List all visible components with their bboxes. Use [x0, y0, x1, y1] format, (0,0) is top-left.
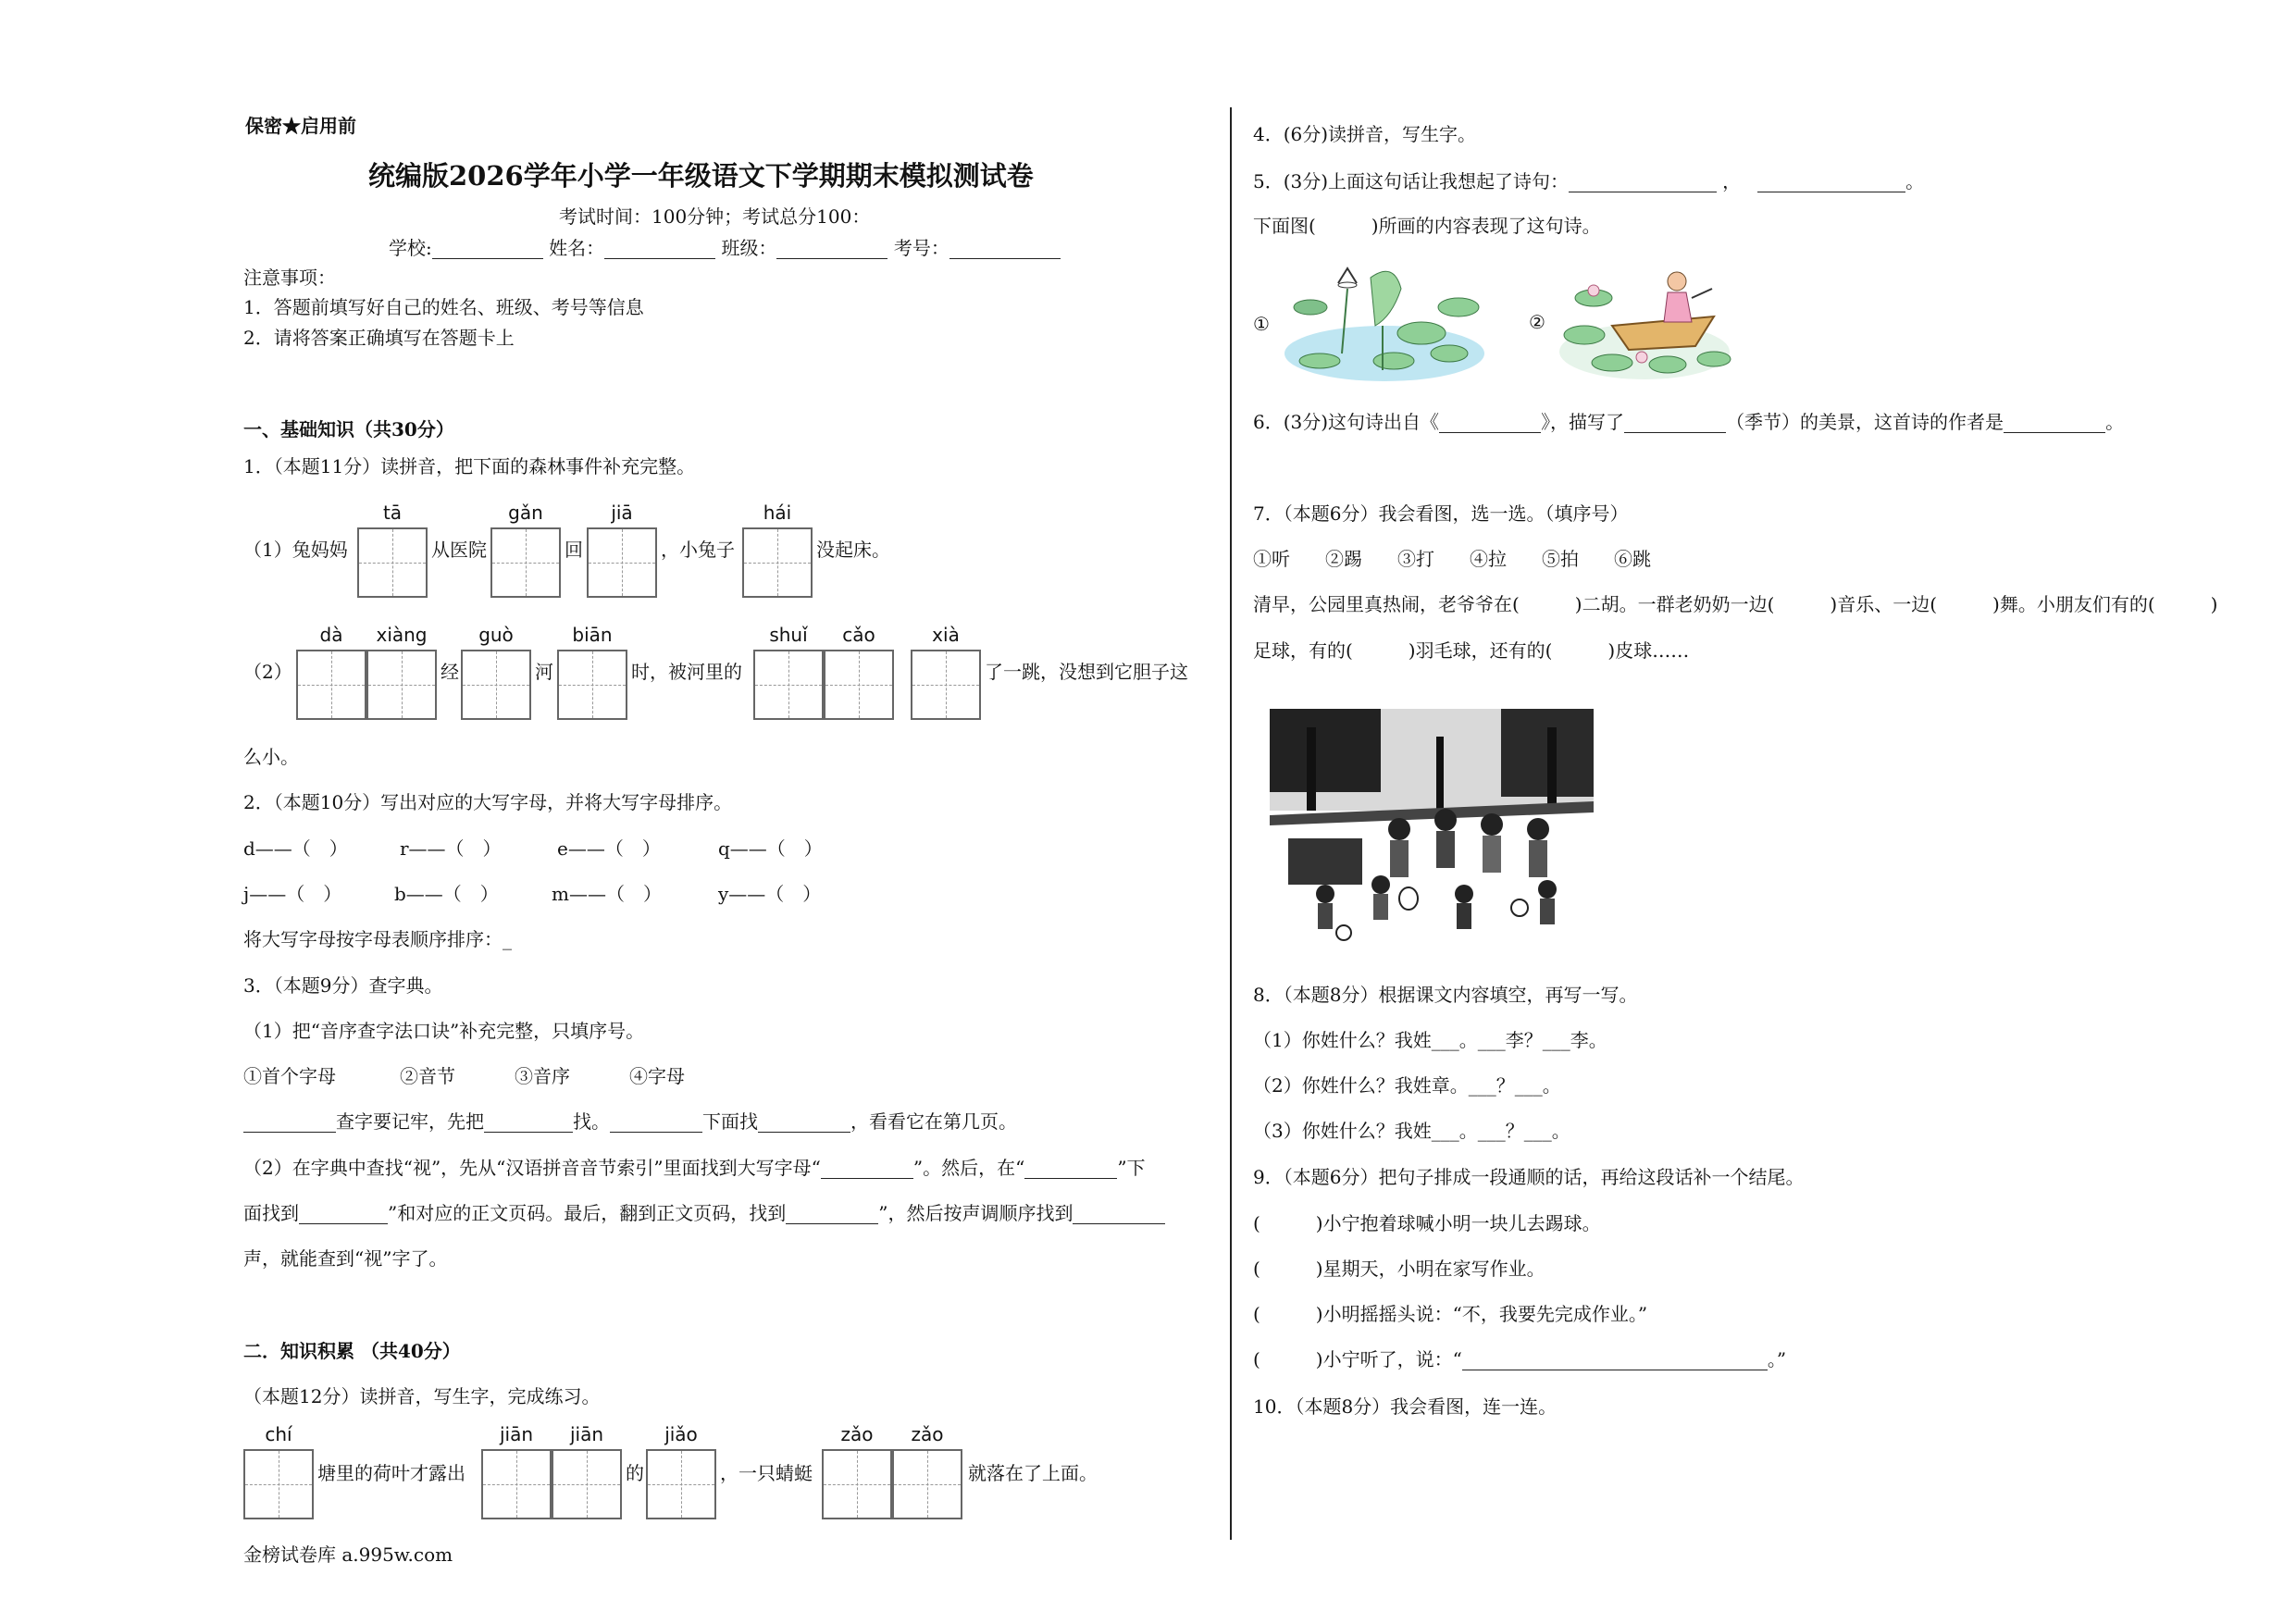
- pinyin-zao: zǎo: [840, 1423, 874, 1445]
- section-1-heading: 一、基础知识（共30分）: [243, 418, 454, 440]
- q8-item-3: （3）你姓什么？我姓___。___？___。: [1253, 1120, 1570, 1142]
- q3-sub1: （1）把“音序查字法口诀”补充完整，只填序号。: [243, 1020, 645, 1042]
- char-box[interactable]: [892, 1449, 962, 1519]
- q6-line: [1253, 411, 2124, 433]
- pinyin-hai: hái: [763, 502, 792, 524]
- pinyin-jian: jiān: [499, 1423, 534, 1445]
- q3-fill-text: 找。: [573, 1110, 610, 1133]
- answer-blank[interactable]: [1024, 1161, 1117, 1179]
- char-box[interactable]: [646, 1449, 716, 1519]
- pic1-label: ①: [1253, 313, 1270, 335]
- q9-stem: 9．（本题6分）把句子排成一段通顺的话，再给这段话补一个结尾。: [1253, 1166, 1805, 1188]
- q5-picture-question: 下面图( )所画的内容表现了这句诗。: [1253, 215, 1601, 237]
- q2-stem: 2．（本题10分）写出对应的大写字母，并将大写字母排序。: [243, 791, 733, 813]
- char-box[interactable]: [357, 527, 428, 598]
- section-2-heading: 二．知识积累 （共40分）: [243, 1340, 461, 1362]
- q5-text: 5．(3分)上面这句话让我想起了诗句：: [1253, 170, 1570, 192]
- char-box[interactable]: [822, 1449, 892, 1519]
- q6-text: 》，描写了: [1541, 411, 1625, 433]
- q1-line2-prefix: （2）: [243, 661, 292, 683]
- char-box[interactable]: [461, 650, 531, 720]
- q3-option: ③音序: [515, 1065, 570, 1087]
- pinyin-cao: cǎo: [842, 624, 875, 646]
- q7-passage-line2: 足球，有的( )羽毛球，还有的( )皮球……: [1253, 639, 1690, 662]
- q6-text: 6．(3分)这句诗出自《: [1253, 411, 1440, 433]
- char-box[interactable]: [911, 650, 981, 720]
- footer-watermark: 金榜试卷库 a.995w.com: [243, 1543, 453, 1566]
- pinyin-guo: guò: [478, 624, 514, 646]
- number-blank[interactable]: [949, 242, 1061, 259]
- q1-line2-cont: 么小。: [243, 746, 299, 768]
- pinyin-shui: shuǐ: [769, 624, 808, 646]
- char-box[interactable]: [824, 650, 894, 720]
- name-label: 姓名：: [549, 237, 605, 259]
- q9-text: 。”: [1767, 1348, 1787, 1370]
- pinyin-gan: gǎn: [508, 502, 543, 524]
- q7-option: ④拉: [1470, 548, 1507, 570]
- q5-end: 。: [1905, 170, 1925, 192]
- pinyin-jia: jiā: [611, 502, 633, 524]
- school-label: 学校:: [389, 237, 432, 259]
- q3-sub2-line2: [243, 1202, 1165, 1224]
- q3-option: ①首个字母: [243, 1065, 336, 1087]
- section-2-text-2: 的: [626, 1462, 644, 1484]
- answer-blank[interactable]: [1439, 415, 1541, 433]
- pinyin-jiao: jiǎo: [664, 1423, 698, 1445]
- char-box[interactable]: [296, 650, 366, 720]
- section-2-text-4: 就落在了上面。: [968, 1462, 1098, 1484]
- q7-passage-line1: 清早，公园里真热闹，老爷爷在( )二胡。一群老奶奶一边( )音乐、一边( )舞。小朋友们有的( ): [1253, 593, 2218, 615]
- q1-line2-text-d: 了一跳，没想到它胆子这: [985, 661, 1188, 683]
- notice-item-1: 1．答题前填写好自己的姓名、班级、考号等信息: [243, 296, 644, 318]
- q2-item: m——（ ）: [552, 883, 662, 905]
- q3-fill-text: 下面找: [702, 1110, 758, 1133]
- char-box[interactable]: [490, 527, 561, 598]
- q3-sub2-text: ”下: [1117, 1157, 1146, 1179]
- q7-stem: 7．（本题6分）我会看图，选一选。（填序号）: [1253, 502, 1629, 525]
- answer-blank[interactable]: [758, 1115, 850, 1133]
- name-blank[interactable]: [604, 242, 715, 259]
- answer-blank[interactable]: [1624, 415, 1726, 433]
- q7-option: ①听: [1253, 548, 1290, 570]
- answer-blank[interactable]: [2004, 415, 2105, 433]
- q5-separator: ，: [1722, 170, 1742, 192]
- notice-heading: 注意事项：: [243, 267, 336, 289]
- q8-item-1: （1）你姓什么？我姓___。___李？___李。: [1253, 1029, 1607, 1051]
- q5-line: [1253, 170, 1924, 192]
- q1-line1-text-d: 没起床。: [816, 539, 890, 561]
- q2-item: e——（ ）: [557, 837, 661, 860]
- q7-option: ②踢: [1325, 548, 1362, 570]
- q3-sub2-text: 面找到: [243, 1202, 299, 1224]
- q3-sub2-line1: [243, 1157, 1146, 1179]
- q1-line1-text-c: ，小兔子: [661, 539, 735, 561]
- pinyin-da: dà: [319, 624, 343, 646]
- q3-sub2-text: ”。然后，在“: [912, 1157, 1025, 1179]
- answer-blank[interactable]: [243, 1115, 336, 1133]
- q2-item: j——（ ）: [243, 883, 342, 905]
- q6-end: 。: [2105, 411, 2125, 433]
- q3-option: ②音节: [400, 1065, 455, 1087]
- class-label: 班级：: [721, 237, 777, 259]
- q9-sentence-2: ( )星期天，小明在家写作业。: [1253, 1258, 1545, 1280]
- char-box[interactable]: [557, 650, 627, 720]
- pinyin-zao: zǎo: [911, 1423, 944, 1445]
- char-box[interactable]: [243, 1449, 314, 1519]
- q7-option: ⑤拍: [1542, 548, 1579, 570]
- q3-stem: 3．（本题9分）查字典。: [243, 974, 443, 997]
- q1-line1-text-b: 回: [565, 539, 583, 561]
- q9-sentence-3: ( )小明摇摇头说：“不，我要先完成作业。”: [1253, 1303, 1648, 1325]
- column-divider: [1230, 107, 1232, 1540]
- pinyin-chi: chí: [265, 1423, 292, 1445]
- q3-sub2-text: （2）在字典中查找“视”，先从“汉语拼音音节索引”里面找到大写字母“: [243, 1157, 821, 1179]
- answer-blank[interactable]: [1757, 175, 1905, 192]
- q9-sentence-1: ( )小宁抱着球喊小明一块儿去踢球。: [1253, 1212, 1601, 1234]
- q3-sub2-line3: 声，就能查到“视”字了。: [243, 1247, 448, 1270]
- q1-line2-text-a: 经: [441, 661, 459, 683]
- answer-blank[interactable]: [484, 1115, 573, 1133]
- q6-text: （季节）的美景，这首诗的作者是: [1726, 411, 2004, 433]
- pinyin-bian: biān: [572, 624, 613, 646]
- q2-item: y——（ ）: [718, 883, 822, 905]
- answer-blank[interactable]: [786, 1207, 878, 1224]
- q3-fill-text: 查字要记牢，先把: [336, 1110, 484, 1133]
- q2-item: b——（ ）: [394, 883, 499, 905]
- girl-boat-picture: [1557, 261, 1732, 383]
- number-label: 考号：: [893, 237, 949, 259]
- char-box[interactable]: [753, 650, 824, 720]
- q3-fill-text: ，看看它在第几页。: [850, 1110, 1017, 1133]
- q2-item: q——（ ）: [718, 837, 823, 860]
- q9-text: ( )小宁听了，说：“: [1253, 1348, 1462, 1370]
- pinyin-jian: jiān: [569, 1423, 604, 1445]
- q2-item: r——（ ）: [400, 837, 502, 860]
- answer-blank[interactable]: [1462, 1353, 1768, 1370]
- pinyin-ta: tā: [382, 502, 403, 524]
- q3-fill-line: [243, 1110, 1017, 1133]
- student-info-row: [389, 237, 1061, 259]
- exam-info: 考试时间：100分钟；考试总分100：: [559, 205, 871, 228]
- q10-stem: 10．（本题8分）我会看图，连一连。: [1253, 1395, 1558, 1418]
- q4-stem: 4．(6分)读拼音，写生字。: [1253, 123, 1477, 145]
- secret-label: 保密★启用前: [245, 115, 356, 137]
- char-box[interactable]: [587, 527, 657, 598]
- page-title: 统编版2026学年小学一年级语文下学期期末模拟测试卷: [368, 160, 1034, 192]
- school-blank[interactable]: [432, 242, 543, 259]
- q7-option: ③打: [1397, 548, 1434, 570]
- q3-option: ④字母: [629, 1065, 685, 1087]
- pic2-label: ②: [1529, 311, 1545, 333]
- char-box[interactable]: [481, 1449, 552, 1519]
- q9-sentence-4: [1253, 1348, 1786, 1370]
- section-2-stem: （本题12分）读拼音，写生字，完成练习。: [243, 1385, 601, 1407]
- answer-blank[interactable]: [821, 1161, 913, 1179]
- answer-blank[interactable]: [1073, 1207, 1165, 1224]
- pinyin-xiang: xiàng: [376, 624, 428, 646]
- lotus-pond-picture: [1283, 261, 1486, 383]
- answer-blank[interactable]: [610, 1115, 702, 1133]
- notice-item-2: 2．请将答案正确填写在答题卡上: [243, 327, 515, 349]
- q8-stem: 8．（本题8分）根据课文内容填空，再写一写。: [1253, 984, 1638, 1006]
- q1-line1-text-a: 从医院: [431, 539, 487, 561]
- q2-sort: 将大写字母按字母表顺序排序：_: [243, 928, 512, 950]
- q8-item-2: （2）你姓什么？我姓章。___？___。: [1253, 1074, 1561, 1097]
- q1-stem: 1．（本题11分）读拼音，把下面的森林事件补充完整。: [243, 455, 696, 477]
- answer-blank[interactable]: [299, 1207, 388, 1224]
- q3-sub2-text: ”和对应的正文页码。最后，翻到正文页码，找到: [388, 1202, 787, 1224]
- park-scene-picture: [1270, 709, 1594, 948]
- char-box[interactable]: [742, 527, 813, 598]
- q7-option: ⑥跳: [1614, 548, 1651, 570]
- section-2-text-1: 塘里的荷叶才露出: [317, 1462, 465, 1484]
- char-box[interactable]: [552, 1449, 622, 1519]
- char-box[interactable]: [366, 650, 437, 720]
- answer-blank[interactable]: [1569, 175, 1717, 192]
- pinyin-xia: xià: [932, 624, 960, 646]
- q1-line2-text-c: 时，被河里的: [631, 661, 742, 683]
- section-2-text-3: ，一只蜻蜓: [720, 1462, 813, 1484]
- q2-item: d——（ ）: [243, 837, 348, 860]
- q1-line1-prefix: （1）兔妈妈: [243, 539, 348, 561]
- q1-line2-text-b: 河: [535, 661, 553, 683]
- class-blank[interactable]: [776, 242, 887, 259]
- q3-sub2-text: ”，然后按声调顺序找到: [878, 1202, 1074, 1224]
